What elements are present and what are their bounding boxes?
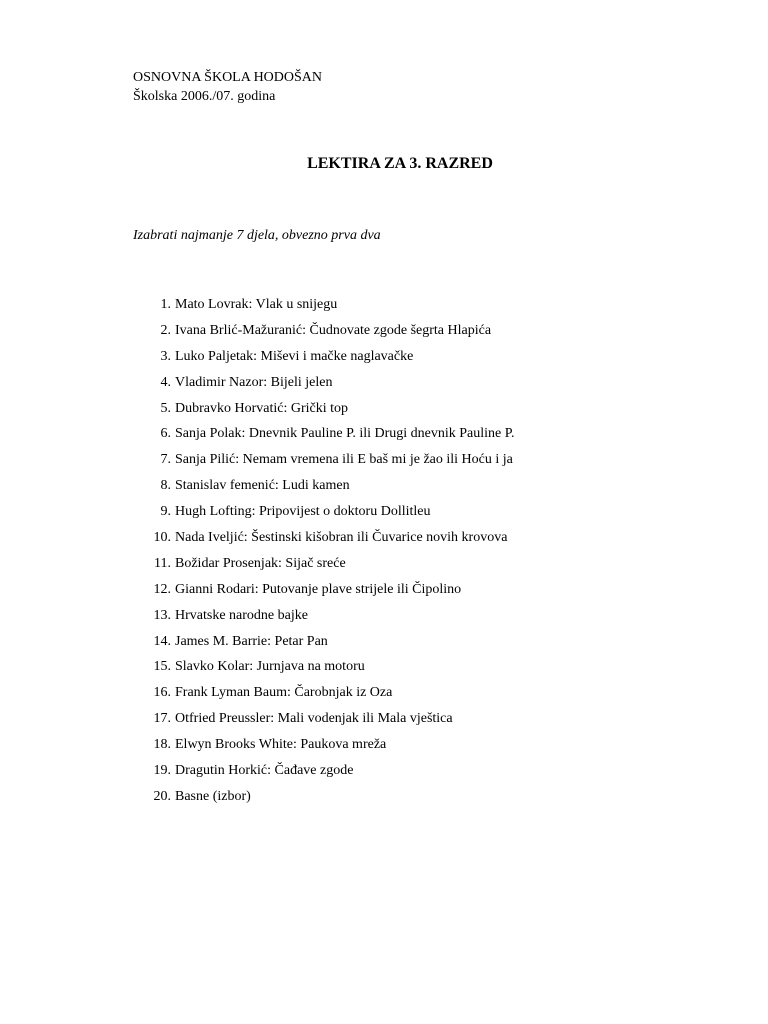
instruction-text: Izabrati najmanje 7 djela, obvezno prva dva (133, 228, 381, 243)
list-item (133, 528, 515, 554)
list-item-text: Nada Iveljić: Šestinski kišobran ili Čuvarice novih krovova (175, 530, 508, 546)
list-item-text: Božidar Prosenjak: Sijač sreće (175, 555, 346, 571)
list-item (133, 424, 515, 450)
list-item-number: 9. (160, 504, 171, 520)
list-item (133, 709, 515, 735)
list-item-text: Sanja Pilić: Nemam vremena ili E baš mi je žao ili Hoću i ja (175, 452, 513, 468)
list-item (133, 373, 515, 399)
school-year: Školska 2006./07. godina (133, 89, 276, 104)
reading-list (133, 295, 515, 813)
list-item-number: 13. (153, 607, 171, 623)
list-item (133, 606, 515, 632)
list-item-number: 11. (154, 555, 171, 571)
list-item (133, 321, 515, 347)
list-item (133, 632, 515, 658)
list-item-text: Dragutin Horkić: Čađave zgode (175, 763, 354, 779)
school-header (133, 68, 322, 106)
list-item-text: Stanislav femenić: Ludi kamen (175, 478, 350, 494)
list-item (133, 295, 515, 321)
list-item-number: 4. (160, 374, 171, 390)
list-item-text: Hrvatske narodne bajke (175, 607, 308, 623)
list-item (133, 554, 515, 580)
list-item-text: Luko Paljetak: Miševi i mačke naglavačke (175, 348, 414, 364)
list-item (133, 683, 515, 709)
list-item-number: 19. (153, 763, 171, 779)
list-item (133, 787, 515, 813)
list-item (133, 735, 515, 761)
list-item-text: Slavko Kolar: Jurnjava na motoru (175, 659, 365, 675)
list-item-number: 5. (160, 400, 171, 416)
list-item (133, 580, 515, 606)
list-item-text: Elwyn Brooks White: Paukova mreža (175, 737, 387, 753)
list-item-number: 3. (160, 348, 171, 364)
list-item-text: Mato Lovrak: Vlak u snijegu (175, 297, 338, 312)
document-title: LEKTIRA ZA 3. RAZRED (307, 155, 493, 172)
list-item-number: 18. (153, 737, 171, 753)
list-item (133, 761, 515, 787)
list-item-number: 20. (153, 788, 171, 804)
list-item-number: 17. (153, 711, 171, 727)
list-item (133, 657, 515, 683)
list-item (133, 347, 515, 373)
list-item-text: Vladimir Nazor: Bijeli jelen (175, 374, 333, 390)
list-item-number: 10. (153, 530, 171, 546)
list-item-text: Otfried Preussler: Mali vodenjak ili Mala vještica (175, 711, 453, 727)
list-item-text: Frank Lyman Baum: Čarobnjak iz Oza (175, 685, 393, 701)
list-item-number: 1. (160, 297, 171, 312)
list-item-number: 14. (153, 633, 171, 649)
list-item-number: 7. (160, 452, 171, 468)
list-item-text: Sanja Polak: Dnevnik Pauline P. ili Drugi dnevnik Pauline P. (175, 426, 515, 442)
list-item-number: 6. (160, 426, 171, 442)
list-item-text: James M. Barrie: Petar Pan (175, 633, 328, 649)
school-name: OSNOVNA ŠKOLA HODOŠAN (133, 70, 323, 85)
list-item-number: 8. (160, 478, 171, 494)
list-item (133, 450, 515, 476)
list-item (133, 399, 515, 425)
list-item-number: 16. (153, 685, 171, 701)
list-item-text: Gianni Rodari: Putovanje plave strijele ili Čipolino (175, 581, 462, 597)
list-item-text: Dubravko Horvatić: Grički top (175, 400, 349, 416)
list-item-number: 15. (153, 659, 171, 675)
list-item-number: 12. (153, 581, 171, 597)
list-item (133, 502, 515, 528)
list-item (133, 476, 515, 502)
list-item-number: 2. (160, 322, 171, 338)
list-item-text: Ivana Brlić-Mažuranić: Čudnovate zgode šegrta Hlapića (175, 322, 492, 338)
list-item-text: Hugh Lofting: Pripovijest o doktoru Dollitleu (175, 504, 431, 520)
list-item-text: Basne (izbor) (175, 788, 251, 804)
